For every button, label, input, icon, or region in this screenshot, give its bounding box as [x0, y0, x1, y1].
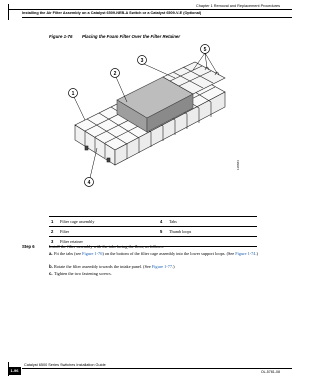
- tab-left: [85, 146, 88, 150]
- figure-link[interactable]: Figure 1-74: [235, 251, 256, 256]
- figure-link[interactable]: Figure 1-77: [151, 264, 173, 269]
- substep-b: [49, 264, 259, 270]
- figure-link[interactable]: Figure 1-76: [82, 251, 103, 256]
- legend-label: Filter retainer: [58, 237, 158, 247]
- callout-1: 1: [71, 90, 75, 97]
- callout-5: 5: [203, 46, 207, 53]
- page-number: 1-96: [8, 367, 21, 375]
- step-label: Step 6: [22, 244, 35, 249]
- legend-number: 2: [49, 227, 58, 237]
- substep-c: [49, 271, 259, 277]
- legend-number: 3: [49, 237, 58, 247]
- figure-title: Placing the Foam Filter Over the Filter Retainer: [82, 34, 181, 39]
- substep-letter: a.: [49, 251, 53, 256]
- substep-a: [49, 251, 259, 257]
- substep-text: Rotate the filter assembly towards the intake panel. (See: [54, 264, 152, 269]
- header-sidebar-bar: [8, 4, 9, 20]
- legend-label: Thumb loops: [167, 227, 257, 237]
- substep-text: Tighten the two fastening screws.: [54, 271, 112, 276]
- substep-text: .): [172, 264, 175, 269]
- tab-right: [107, 158, 110, 162]
- document-number: OL-5781-08: [260, 370, 280, 374]
- legend-label: Tabs: [167, 217, 257, 227]
- footer-rule: [22, 368, 292, 369]
- substep-letter: b.: [49, 264, 53, 269]
- step-text: Install the filter assembly with the tabs facing the floor, as follows:: [49, 244, 164, 249]
- substep-text: ) on the bottom of the filter cage assembly into the lower support loops. (See: [102, 251, 236, 256]
- header-rule: [8, 9, 292, 10]
- filter-assembly-illustration: [55, 40, 245, 210]
- figure-id-code: 118684: [236, 160, 240, 170]
- legend-number: 1: [49, 217, 58, 227]
- legend-number: 5: [158, 227, 167, 237]
- legend-label: Filter cage assembly: [58, 217, 158, 227]
- figure-drawing: [55, 40, 245, 205]
- legend-row: [49, 227, 257, 237]
- legend-row: [49, 217, 257, 227]
- figure-number: Figure 1-76: [49, 34, 73, 39]
- guide-title: Catalyst 6500 Series Switches Installation Guide: [24, 363, 106, 367]
- legend-label: Filter: [58, 227, 158, 237]
- callout-4: 4: [87, 179, 91, 186]
- substep-text: Fit the tabs (see: [54, 251, 83, 256]
- section-rule: [22, 17, 292, 18]
- legend-label: [167, 237, 257, 247]
- callout-2: 2: [113, 70, 117, 77]
- callout-3: 3: [140, 57, 144, 64]
- legend-number: 4: [158, 217, 167, 227]
- chapter-heading: Chapter 1 Removal and Replacement Procedures: [196, 4, 280, 8]
- section-title: Installing the Air Filter Assembly on a Catalyst 6509-NEB-A Switch or a Catalyst 6509-V-E (Optional): [22, 11, 202, 15]
- substep-letter: c.: [49, 271, 53, 276]
- callout-legend-table: [49, 216, 257, 247]
- substep-text: .): [255, 251, 258, 256]
